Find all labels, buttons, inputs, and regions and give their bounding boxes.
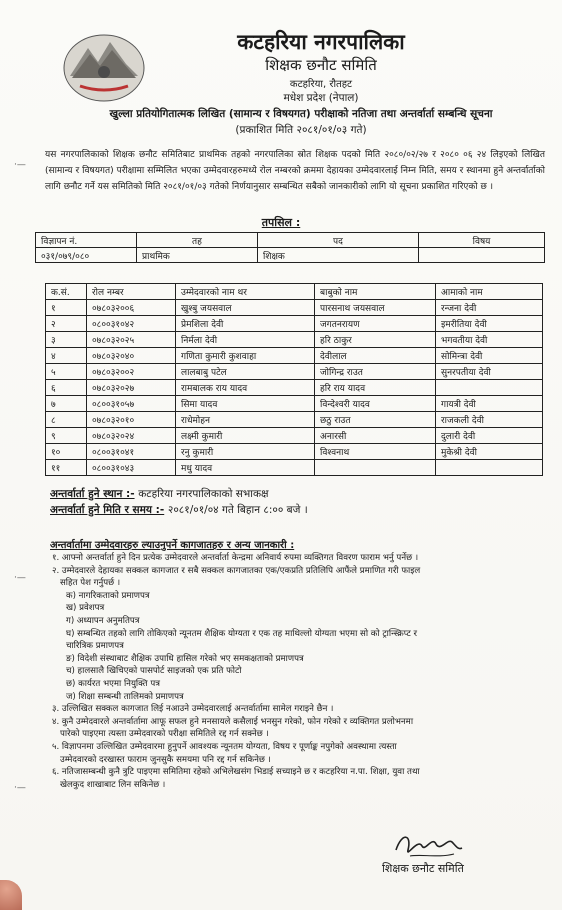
table-row — [46, 316, 543, 332]
table-cell: रनु कुमारी — [176, 444, 315, 460]
table-cell — [436, 380, 543, 396]
table-cell: भगवतीया देवी — [436, 332, 543, 348]
notice-title: खुल्ला प्रतियोगितात्मक लिखित (सामान्य र विषयगत) परीक्षाको नतिजा तथा अन्तर्वार्ता सम्बन्धि सूचना — [109, 108, 493, 120]
note-line: ज) शिक्षा सम्बन्धी तालिमको प्रमाणपत्र — [66, 691, 184, 702]
table-cell: हरि ठाकुर — [315, 332, 436, 348]
post-table — [35, 232, 545, 263]
table-cell: जगतनरायण — [315, 316, 436, 332]
col-header: बाबुको नाम — [315, 284, 436, 300]
table-row — [46, 380, 543, 396]
note-line: ६. नतिजासम्बन्धी कुनै त्रुटि पाइएमा समितिमा रहेको अभिलेखसंग भिडाई सच्याइने छ र कटहरिया न.पा. शिक्षा, युवा तथा — [52, 767, 420, 778]
table-cell: ७ — [46, 396, 87, 412]
note-line: च) हालसालै खिचिएको पासपोर्ट साइजको एक प्रति फोटो — [66, 666, 242, 677]
table-cell: रामबालक राय यादव — [176, 380, 315, 396]
intro-paragraph: यस नगरपालिकाको शिक्षक छनौट समितिबाट प्राथमिक तहको नगरपालिका स्रोत शिक्षक पदको मिति २०८०/०२/२७ र २०८० ०६ २४ लिइएको लिखित (सामान्य र विषयगत) परीक्षामा सम्मिलित भएका उम्मेदवारहरुमध्ये रोल नम्बरको क्रममा देहायका उम्मेदवारलाई निम्न मिति, समय र स्थानमा हुने अन्तर्वार्ताको लागि छनौट गर्ने यस समितिको मिति २०८१/०१/०३ गतेको निर्णयानुसार सम्बन्धित सबैको जानकारीको लागि यो सूचना प्रकाशित गरिएको छ । — [45, 150, 545, 192]
notes-list — [52, 552, 547, 791]
note-line: घ) सम्बन्धित तहको लागि तोकिएको न्यूनतम शैक्षिक योग्यता र एक तह माथिल्लो योग्यता भएमा सो को ट्रान्स्क्रिप्ट र — [66, 628, 418, 639]
col-header: क.सं. — [46, 284, 87, 300]
table-cell: सुनरपतीया देवी — [436, 364, 543, 380]
table-cell: ६ — [46, 380, 87, 396]
table-cell: ४ — [46, 348, 87, 364]
interview-datetime — [50, 503, 308, 517]
table-cell: पारसनाथ जयसवाल — [315, 300, 436, 316]
candidates-table — [45, 283, 543, 476]
table-cell: ०८००३१०४१ — [87, 444, 176, 460]
table-cell — [315, 460, 436, 476]
table-cell: ०७८०३२०४० — [87, 348, 176, 364]
note-line: खेलकुद शाखाबाट लिन सकिनेछ । — [60, 779, 166, 790]
table-cell: ०७८०३२००२ — [87, 364, 176, 380]
table-cell: देवीलाल — [315, 348, 436, 364]
table-row — [46, 300, 543, 316]
table-cell: छठु राउत — [315, 412, 436, 428]
table-cell: गायत्री देवी — [436, 396, 543, 412]
datetime-value: २०८१/०१/०४ गते बिहान ८:०० बजे । — [167, 504, 308, 516]
table-cell: लक्ष्मी कुमारी — [176, 428, 315, 444]
table-cell — [436, 460, 543, 476]
table-cell: राजकली देवी — [436, 412, 543, 428]
org-name: कटहरिया नगरपालिका — [237, 30, 405, 54]
table-cell: १० — [46, 444, 87, 460]
table-cell: निर्मला देवी — [176, 332, 315, 348]
table-row — [46, 412, 543, 428]
table-cell — [419, 248, 545, 263]
table-cell: हरि राय यादव — [315, 380, 436, 396]
table-cell: २ — [46, 316, 87, 332]
table-cell: सोमिन्त्रा देवी — [436, 348, 543, 364]
note-line: छ) कार्यरत भएमा नियुक्ति पत्र — [66, 678, 161, 689]
col-header: तह — [137, 233, 258, 248]
datetime-label: अन्तर्वार्ता हुने मिति र समय :- — [50, 504, 165, 516]
note-line: ५. विज्ञापनमा उल्लिखित उम्मेदवारमा हुनुपर्ने आवश्यक न्यूनतम योग्यता, विषय र पूर्णाङ्क नपुगेको अवस्थामा त्यस्ता — [52, 741, 397, 752]
table-row — [46, 348, 543, 364]
note-line: क) नागरिकताको प्रमाणपत्र — [66, 590, 150, 601]
table-cell: विन्देश्वरी यादव — [315, 396, 436, 412]
table-cell: ०८००३१०५७ — [87, 396, 176, 412]
table-cell: ०८००३१०४२ — [87, 316, 176, 332]
venue-value: कटहरिया नगरपालिकाको सभाकक्ष — [138, 488, 269, 500]
note-line: ङ) विदेशी संस्थाबाट शैक्षिक उपाधि हासिल गरेको भए समकक्षताको प्रमाणपत्र — [66, 653, 304, 664]
note-line: ४. कुनै उम्मेदवारले अन्तर्वार्तामा आफू सफल हुने मनसायले कसैलाई भनसुन गरेको, फोन गरेको र व्यक्तिगत प्रलोभनमा — [52, 716, 414, 727]
table-cell: ११ — [46, 460, 87, 476]
table-row — [46, 364, 543, 380]
note-line: सहित पेश गर्नुपर्छ । — [60, 578, 121, 589]
note-line: चारित्रिक प्रमाणपत्र — [66, 641, 124, 652]
margin-mark: ·— — [14, 160, 26, 170]
notes-title: अन्तर्वार्तामा उम्मेदवारहरु ल्याउनुपर्ने कागजातहरु र अन्य जानकारी : — [50, 540, 295, 551]
note-line: पारेको पाइएमा त्यस्ता उम्मेदवारको परीक्षा समितिले रद्द गर्न सक्नेछ । — [60, 729, 269, 740]
table-cell: खुश्बु जयसवाल — [176, 300, 315, 316]
col-header: पद — [258, 233, 419, 248]
location: कटहरिया, रौतहट — [289, 79, 353, 90]
candidates-header — [46, 284, 543, 300]
table-cell: प्राथमिक — [137, 248, 258, 263]
table-cell: दुलारी देवी — [436, 428, 543, 444]
note-line: ग) अध्यापन अनुमतिपत्र — [66, 615, 140, 626]
table-cell: ९ — [46, 428, 87, 444]
table-cell: ०३१/०७९/०८० — [36, 248, 137, 263]
table-cell: जोगिन्द्र राउत — [315, 364, 436, 380]
table-cell: इमरीतिया देवी — [436, 316, 543, 332]
province: मधेश प्रदेश (नेपाल) — [283, 92, 359, 104]
table-cell: ०८००३१०४३ — [87, 460, 176, 476]
post-table-header — [36, 233, 545, 248]
table-cell: ०७८०३२०२४ — [87, 428, 176, 444]
table-row — [46, 332, 543, 348]
committee-name: शिक्षक छनौट समिति — [265, 56, 377, 74]
published-date: (प्रकाशित मिति २०८१/०१/०३ गते) — [235, 124, 367, 136]
col-header: विज्ञापन नं. — [36, 233, 137, 248]
table-row — [46, 460, 543, 476]
col-header: आमाको नाम — [436, 284, 543, 300]
table-row — [46, 396, 543, 412]
table-cell: विश्वनाथ — [315, 444, 436, 460]
table-row — [46, 444, 543, 460]
table-cell: मधु यादव — [176, 460, 315, 476]
table-row — [36, 248, 545, 263]
table-cell: ३ — [46, 332, 87, 348]
table-cell: गणिता कुमारी कुशवाहा — [176, 348, 315, 364]
margin-mark: ·— — [14, 573, 26, 583]
table-cell: सिमा यादव — [176, 396, 315, 412]
table-cell: ०७८०३२००६ — [87, 300, 176, 316]
interview-venue — [50, 487, 269, 501]
table-cell: रन्जना देवी — [436, 300, 543, 316]
table-cell: शिक्षक — [258, 248, 419, 263]
note-line: २. उम्मेदवारले देहायका सक्कल कागजात र सबै सक्कल कागजातका एक/एकप्रति प्रतिलिपि आफैंले प्रमाणित गरी फाइल — [52, 565, 421, 576]
details-heading: तपसिल : — [261, 216, 301, 229]
note-line: उम्मेदवारको दरखास्त फाराम जुनसुकै समयमा पनि रद्द गर्न सकिनेछ । — [60, 754, 271, 765]
table-cell: ०७८०३२०२५ — [87, 332, 176, 348]
note-line: १. आफ्नो अन्तर्वार्ता हुने दिन प्रत्येक उम्मेदवारले अन्तर्वार्ता केन्द्रमा अनिवार्य रुपमा व्यक्तिगत विवरण फाराम भर्नु पर्नेछ । — [52, 553, 419, 563]
col-header: उम्मेदवारको नाम थर — [176, 284, 315, 300]
margin-mark: ·— — [14, 783, 26, 793]
table-cell: लालबाबु पटेल — [176, 364, 315, 380]
table-row — [46, 428, 543, 444]
table-cell: अनारसी — [315, 428, 436, 444]
note-line: ३. उल्लिखित सक्कल कागजात लिई नआउने उम्मेदवारलाई अन्तर्वार्तामा सामेल गराइने छैन । — [52, 704, 334, 715]
table-cell: राधेमोहन — [176, 412, 315, 428]
table-cell: प्रेमशिला देवी — [176, 316, 315, 332]
note-line: ख) प्रवेशपत्र — [66, 603, 105, 614]
col-header: रोल नम्बर — [87, 284, 176, 300]
table-cell: ५ — [46, 364, 87, 380]
table-cell: ०७८०३२०२७ — [87, 380, 176, 396]
thumb-in-photo — [0, 880, 22, 910]
signature-label: शिक्षक छनौट समिति — [382, 862, 464, 875]
table-cell: १ — [46, 300, 87, 316]
table-cell: ०७८०३२०१० — [87, 412, 176, 428]
table-cell: ८ — [46, 412, 87, 428]
table-cell: मुकेश्री देवी — [436, 444, 543, 460]
venue-label: अन्तर्वार्ता हुने स्थान :- — [50, 488, 135, 500]
col-header: विषय — [419, 233, 545, 248]
